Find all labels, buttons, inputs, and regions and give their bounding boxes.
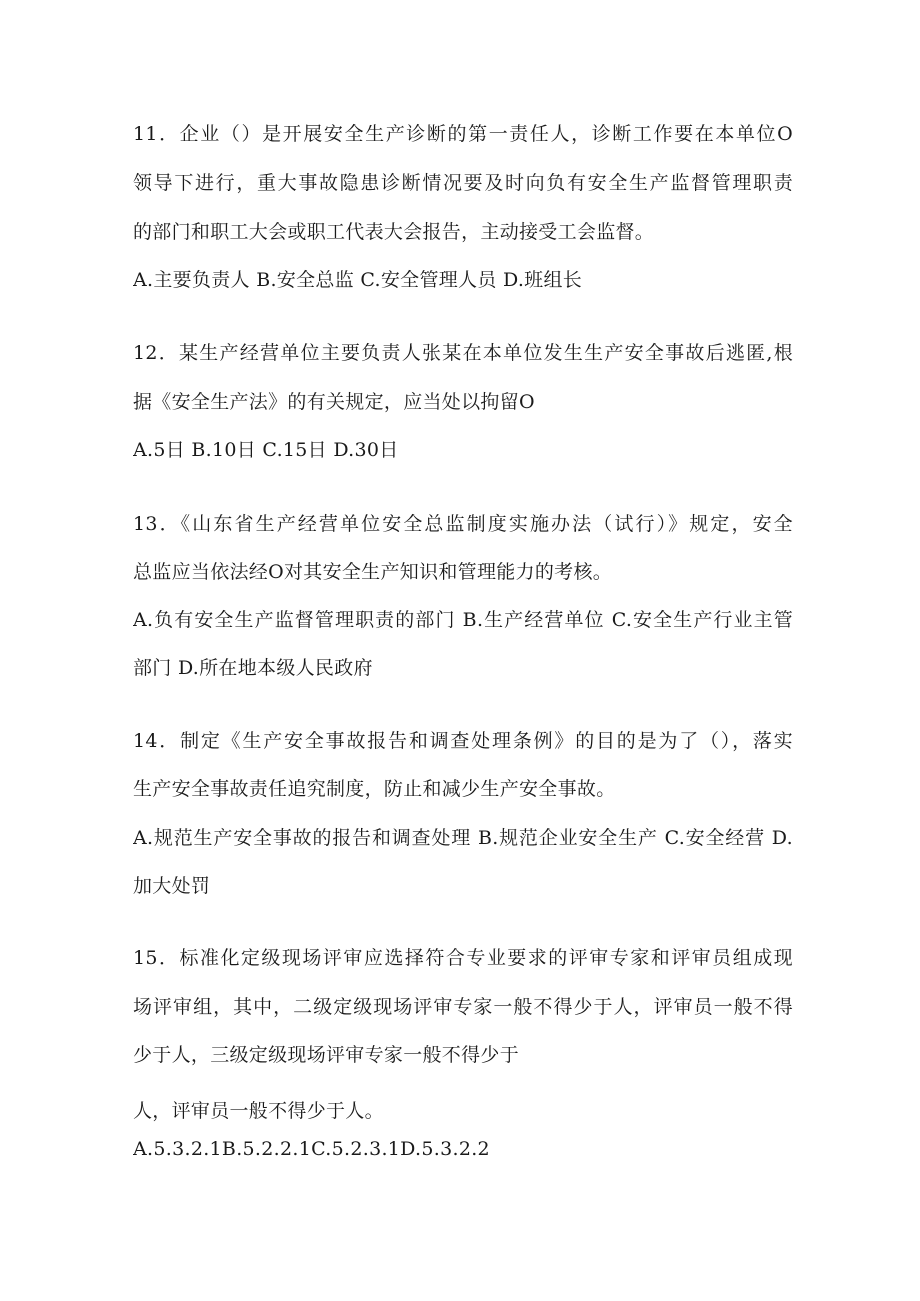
question-15-options: A.5.3.2.1B.5.2.2.1C.5.2.3.1D.5.3.2.2 bbox=[133, 1138, 490, 1160]
question-11-line-3: 的部门和职工大会或职工代表大会报告，主动接受工会监督。 bbox=[133, 221, 655, 243]
question-15-line-2: 场评审组，其中，二级定级现场评审专家一般不得少于人，评审员一般不得 bbox=[133, 996, 793, 1018]
question-13-options-line-2: 部门 D.所在地本级人民政府 bbox=[133, 657, 373, 679]
question-13-line-1: 13．《山东省生产经营单位安全总监制度实施办法（试行）》规定，安全 bbox=[133, 513, 793, 535]
question-12-line-2: 据《安全生产法》的有关规定，应当处以拘留O bbox=[133, 391, 535, 413]
question-12-options: A.5日 B.10日 C.15日 D.30日 bbox=[133, 439, 399, 461]
question-11-line-1: 11．企业（）是开展安全生产诊断的第一责任人，诊断工作要在本单位O bbox=[133, 123, 793, 145]
question-11-line-2: 领导下进行，重大事故隐患诊断情况要及时向负有安全生产监督管理职责 bbox=[133, 172, 793, 194]
question-15-line-4: 人，评审员一般不得少于人。 bbox=[133, 1100, 384, 1122]
question-14-line-1: 14．制定《生产安全事故报告和调查处理条例》的目的是为了（），落实 bbox=[133, 730, 793, 752]
question-14-line-2: 生产安全事故责任追究制度，防止和减少生产安全事故。 bbox=[133, 778, 616, 800]
question-15-line-1: 15．标准化定级现场评审应选择符合专业要求的评审专家和评审员组成现 bbox=[133, 947, 793, 969]
question-15-line-3: 少于人，三级定级现场评审专家一般不得少于 bbox=[133, 1044, 520, 1066]
question-14-options-line-1: A.规范生产安全事故的报告和调查处理 B.规范企业安全生产 C.安全经营 D. bbox=[133, 827, 793, 849]
question-13-options-line-1: A.负有安全生产监督管理职责的部门 B.生产经营单位 C.安全生产行业主管 bbox=[133, 609, 793, 631]
question-13-line-2: 总监应当依法经O对其安全生产知识和管理能力的考核。 bbox=[133, 561, 613, 583]
question-11-options: A.主要负责人 B.安全总监 C.安全管理人员 D.班组长 bbox=[133, 269, 583, 291]
question-14-options-line-2: 加大处罚 bbox=[133, 875, 211, 897]
question-12-line-1: 12．某生产经营单位主要负责人张某在本单位发生生产安全事故后逃匿,根 bbox=[133, 342, 793, 364]
